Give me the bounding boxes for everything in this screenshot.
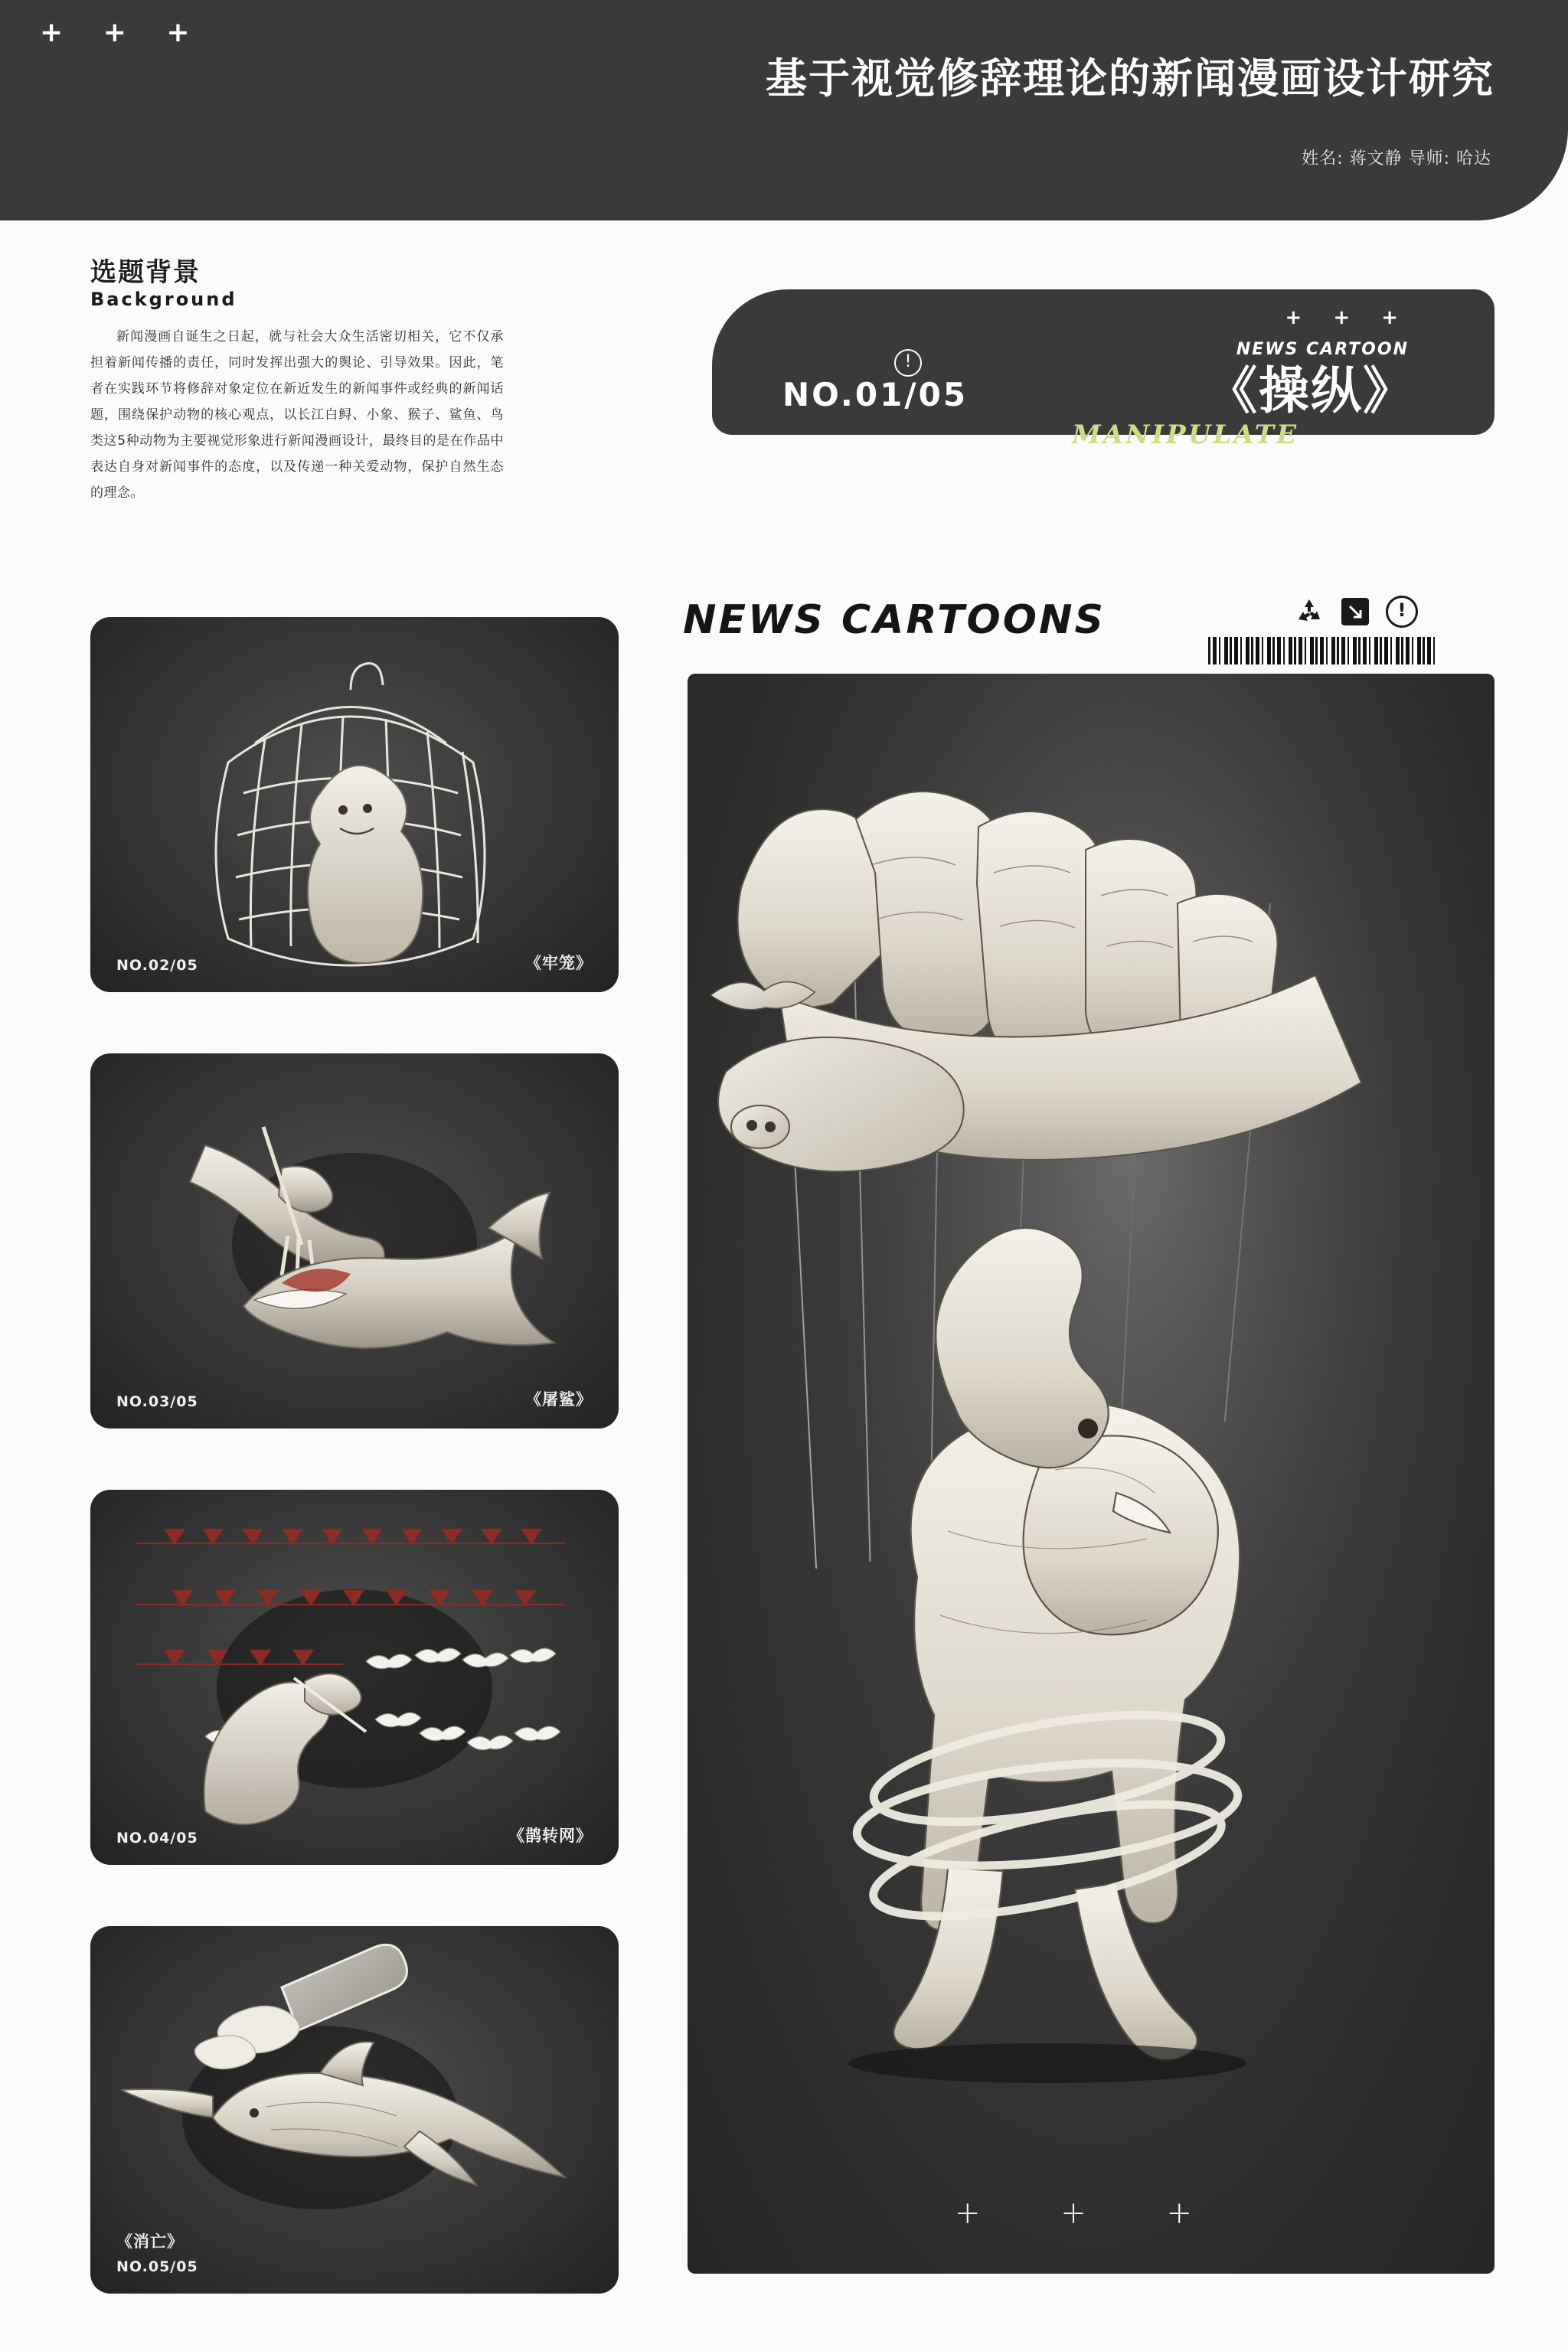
- thumbnail-number: NO.02/05: [116, 957, 198, 974]
- thumbnail-number: NO.03/05: [116, 1393, 198, 1410]
- recycle-icon: [1294, 596, 1325, 627]
- shark-with-fork-artwork: [90, 1053, 619, 1429]
- panel-plus-marks: + + +: [955, 2196, 1227, 2231]
- thumbnail-title: 《牢笼》: [525, 954, 593, 972]
- info-icon: !: [894, 349, 922, 377]
- monkey-in-cage-artwork: [90, 617, 619, 992]
- birds-on-wire-artwork: [90, 1490, 619, 1865]
- thumbnail-card-sturgeon[interactable]: [90, 1926, 619, 2294]
- background-title-cn: 选题背景: [90, 257, 201, 288]
- card-kicker-label: NEWS CARTOON: [1236, 340, 1409, 359]
- barcode-graphic: [1208, 637, 1438, 664]
- artwork-title-cn: 《操纵》: [1207, 361, 1415, 420]
- author-advisor-meta: 姓名: 蒋文静 导师: 哈达: [1302, 149, 1491, 168]
- background-body-text: 新闻漫画自诞生之日起，就与社会大众生活密切相关，它不仅承担着新闻传播的责任，同时发挥出强大的舆论、引导效果。因此，笔者在实践环节将修辞对象定位在新近发生的新闻事件或经典的新闻话题，围绕保护动物的核心观点，以长江白鲟、小象、猴子、鲨鱼、鸟类这5种动物为主要视觉形象进行新闻漫画设计，最终目的是在作品中表达自身对新闻事件的态度，以及传递一种关爱动物，保护自然生态的理念。: [90, 329, 504, 501]
- background-section: [90, 259, 504, 506]
- thumbnail-title: 《消亡》: [116, 2232, 184, 2251]
- main-illustration-panel: [688, 674, 1494, 2274]
- thumbnail-card-monkey[interactable]: [90, 617, 619, 992]
- artwork-title-card: [712, 289, 1494, 450]
- section-heading: NEWS CARTOONS: [683, 597, 1106, 643]
- thumbnail-number: NO.04/05: [116, 1830, 198, 1847]
- header-plus-marks: + + +: [40, 17, 205, 48]
- artwork-title-en: MANIPULATE: [1072, 420, 1298, 450]
- thumbnail-card-birds[interactable]: [90, 1490, 619, 1865]
- artwork-number: NO.01/05: [782, 376, 969, 413]
- thumbnail-title: 《屠鲨》: [525, 1390, 593, 1409]
- thumbnail-number: NO.05/05: [116, 2258, 198, 2275]
- info-mark-icon: !: [1386, 596, 1418, 628]
- poster-header: [0, 0, 1568, 220]
- thumbnail-title: 《鹊转网》: [508, 1827, 593, 1845]
- page-title: 基于视觉修辞理论的新闻漫画设计研究: [766, 54, 1494, 103]
- print-marks-group: [1294, 596, 1418, 628]
- down-right-arrow-icon: [1340, 596, 1370, 627]
- thumbnail-card-shark[interactable]: [90, 1053, 619, 1429]
- background-title-en: Background: [90, 289, 237, 311]
- manipulate-artwork: [688, 674, 1494, 2274]
- card-plus-marks: + + +: [1285, 306, 1410, 329]
